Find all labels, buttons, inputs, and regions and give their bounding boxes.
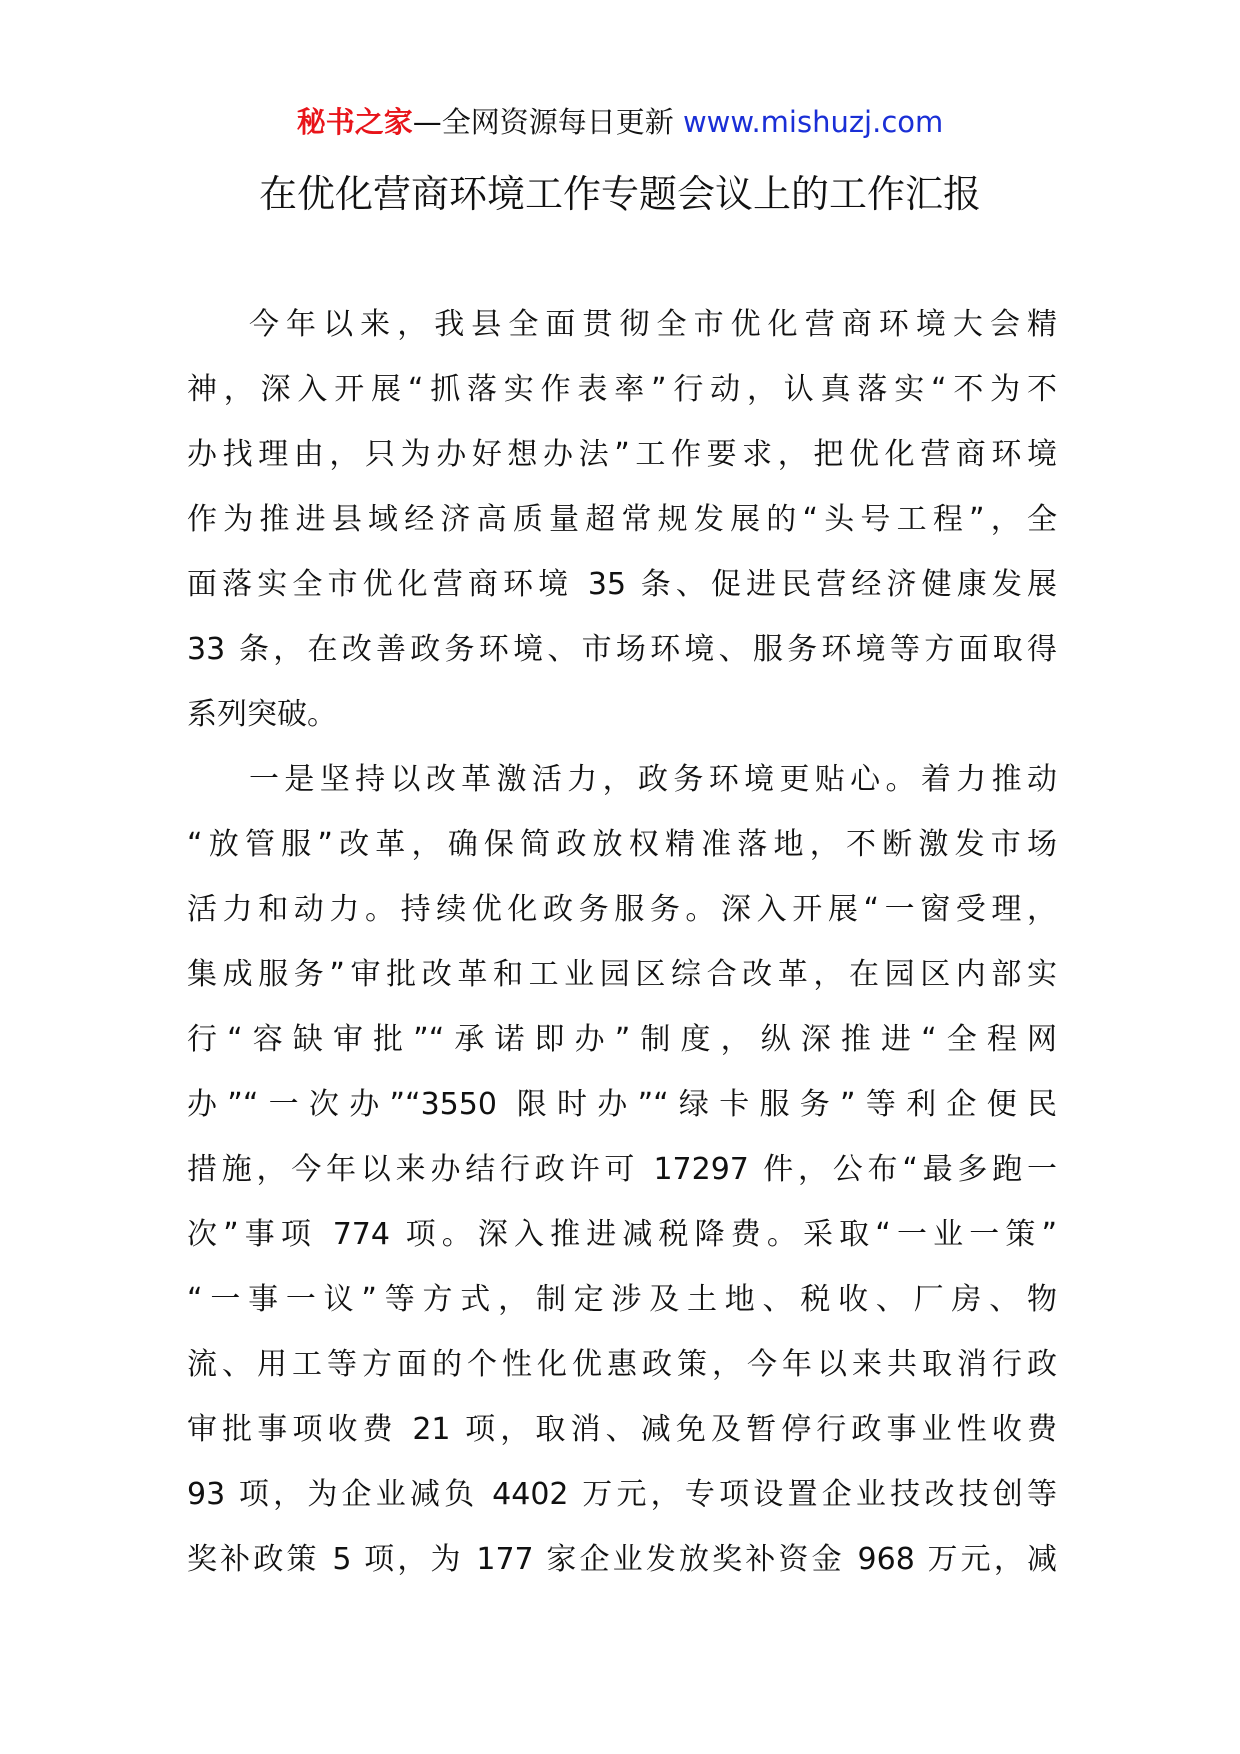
text-line: 办找理由，只为办好想办法”工作要求，把优化营商环境 (187, 437, 1057, 472)
text-line: 系列突破。 (187, 697, 337, 732)
text-line: 一是坚持以改革激活力，政务环境更贴心。着力推动 (249, 762, 1057, 797)
text-line: 33 条，在改善政务环境、市场环境、服务环境等方面取得 (187, 632, 1057, 667)
document-title: 在优化营商环境工作专题会议上的工作汇报 (258, 172, 981, 216)
site-header (0, 102, 1240, 142)
text-line: 措施，今年以来办结行政许可 17297 件，公布“最多跑一 (187, 1152, 1057, 1187)
document-body (187, 292, 1057, 1592)
site-url-link[interactable]: www.mishuzj.com (682, 105, 944, 139)
text-line: 审批事项收费 21 项，取消、减免及暂停行政事业性收费 (187, 1412, 1057, 1447)
text-line: 奖补政策 5 项，为 177 家企业发放奖补资金 968 万元，减 (187, 1542, 1057, 1577)
text-line: 流、用工等方面的个性化优惠政策，今年以来共取消行政 (187, 1347, 1057, 1382)
text-line: 办”“一次办”“3550 限时办”“绿卡服务”等利企便民 (187, 1087, 1057, 1122)
site-brand: 秘书之家 (296, 105, 413, 139)
text-line: 集成服务”审批改革和工业园区综合改革，在园区内部实 (187, 957, 1057, 992)
text-line: 作为推进县域经济高质量超常规发展的“头号工程”，全 (187, 502, 1057, 537)
text-line: “放管服”改革，确保简政放权精准落地，不断激发市场 (187, 827, 1057, 862)
site-tagline: —全网资源每日更新 (412, 105, 683, 139)
text-line: 行“容缺审批”“承诺即办”制度，纵深推进“全程网 (187, 1022, 1057, 1057)
text-line: 次”事项 774 项。深入推进减税降费。采取“一业一策” (187, 1217, 1057, 1252)
paragraph-reform (187, 747, 1057, 1592)
text-line: 93 项，为企业减负 4402 万元，专项设置企业技改技创等 (187, 1477, 1057, 1512)
text-line: 活力和动力。持续优化政务服务。深入开展“一窗受理， (187, 892, 1057, 927)
text-line: 神，深入开展“抓落实作表率”行动，认真落实“不为不 (187, 372, 1057, 407)
text-line: “一事一议”等方式，制定涉及土地、税收、厂房、物 (187, 1282, 1057, 1317)
text-line: 面落实全市优化营商环境 35 条、促进民营经济健康发展 (187, 567, 1057, 602)
paragraph-intro (187, 292, 1057, 747)
text-line: 今年以来，我县全面贯彻全市优化营商环境大会精 (249, 307, 1057, 342)
